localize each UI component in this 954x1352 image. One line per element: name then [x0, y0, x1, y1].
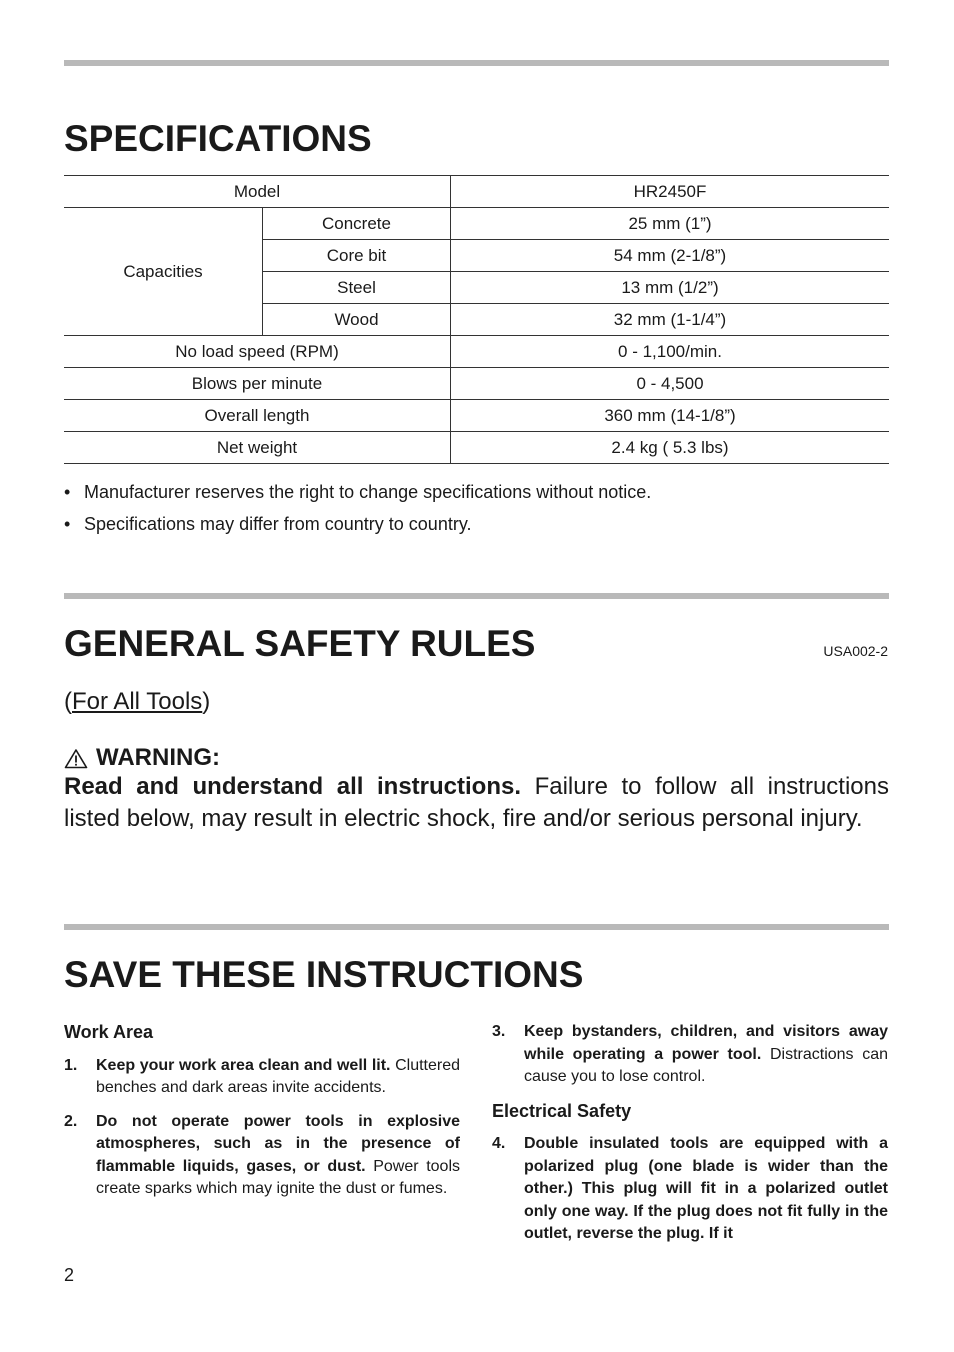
specifications-table [64, 175, 889, 464]
bullet: • [64, 514, 71, 534]
right-column [492, 1021, 888, 1257]
item-text [96, 1111, 460, 1201]
section-rule [64, 593, 889, 599]
item-bold: Keep bystanders, children, and visitors away while operating a power tool. [524, 1023, 888, 1063]
table-row [64, 176, 889, 208]
electrical-safety-heading: Electrical Safety [492, 1100, 632, 1121]
warning-body [64, 771, 889, 835]
table-row [64, 400, 889, 432]
model-value: HR2450F [451, 176, 890, 208]
bullet: • [64, 482, 71, 502]
row-value: 0 - 4,500 [451, 368, 890, 400]
row-label: Overall length [64, 400, 451, 432]
spec-note-text: Specifications may differ from country to country. [84, 514, 472, 534]
subheading-text: For All Tools [72, 688, 203, 715]
warning-heading [64, 744, 220, 772]
spec-note-text: Manufacturer reserves the right to change specifications without notice. [84, 482, 652, 502]
row-value: 360 mm (14-1/8”) [451, 400, 890, 432]
item-number: 1. [64, 1056, 78, 1074]
capacity-label: Concrete [263, 208, 451, 240]
warning-bold-text: Read and understand all instructions. [64, 773, 522, 800]
top-rule [64, 60, 889, 66]
item-text [524, 1021, 888, 1089]
warning-text: Failure to follow all instructions listed below, may result in electric shock, fire and/or serious personal injury. [64, 773, 889, 832]
list-item [64, 1111, 460, 1201]
item-bold: Do not operate power tools in explosive atmospheres, such as in the presence of flammable liquids, gases, or dust. [96, 1112, 460, 1175]
capacity-label: Core bit [263, 240, 451, 272]
spec-note [64, 482, 651, 503]
capacity-label: Steel [263, 272, 451, 304]
capacity-value: 13 mm (1/2”) [451, 272, 890, 304]
item-bold: Keep your work area clean and well lit. [96, 1056, 391, 1074]
warning-label: WARNING: [96, 744, 220, 771]
subheading [64, 688, 210, 716]
item-plain: Power tools create sparks which may ignite the dust or fumes. [96, 1157, 460, 1197]
item-text [96, 1055, 460, 1100]
item-plain: Cluttered benches and dark areas invite accidents. [96, 1056, 460, 1096]
page-number: 2 [64, 1265, 75, 1285]
warning-triangle-icon [64, 748, 88, 769]
table-row [64, 368, 889, 400]
list-item [64, 1055, 460, 1100]
item-number: 2. [64, 1112, 78, 1130]
row-value: 0 - 1,100/min. [451, 336, 890, 368]
section-rule [64, 924, 889, 930]
item-number: 3. [492, 1023, 506, 1040]
row-value: 2.4 kg ( 5.3 lbs) [451, 432, 890, 464]
work-area-heading: Work Area [64, 1022, 154, 1042]
table-row [64, 336, 889, 368]
specifications-heading: SPECIFICATIONS [64, 118, 372, 159]
table-row [64, 432, 889, 464]
table-row [64, 208, 889, 240]
paren-close: ) [202, 688, 211, 715]
capacity-label: Wood [263, 304, 451, 336]
capacity-value: 32 mm (1-1/4”) [451, 304, 890, 336]
left-column [64, 1021, 460, 1212]
row-label: Net weight [64, 432, 451, 464]
capacity-value: 54 mm (2-1/8”) [451, 240, 890, 272]
document-code: USA002-2 [823, 643, 888, 659]
list-item [492, 1021, 888, 1089]
item-text [524, 1133, 888, 1246]
item-plain: Distractions can cause you to lose control. [524, 1045, 888, 1085]
item-bold: Double insulated tools are equipped with a polarized plug (one blade is wider than the other.) This plug will fit in a polarized outlet only one way. If the plug does not fit fully in the outlet, reverse the plug. If it [524, 1135, 888, 1242]
save-instructions-heading: SAVE THESE INSTRUCTIONS [64, 954, 584, 995]
item-number: 4. [492, 1135, 506, 1152]
model-label: Model [64, 176, 451, 208]
general-safety-heading: GENERAL SAFETY RULES [64, 623, 536, 664]
list-item [492, 1133, 888, 1246]
paren-open: ( [64, 688, 72, 715]
row-label: No load speed (RPM) [64, 336, 451, 368]
spec-note [64, 514, 472, 535]
capacity-value: 25 mm (1”) [451, 208, 890, 240]
capacities-label: Capacities [64, 208, 263, 336]
row-label: Blows per minute [64, 368, 451, 400]
